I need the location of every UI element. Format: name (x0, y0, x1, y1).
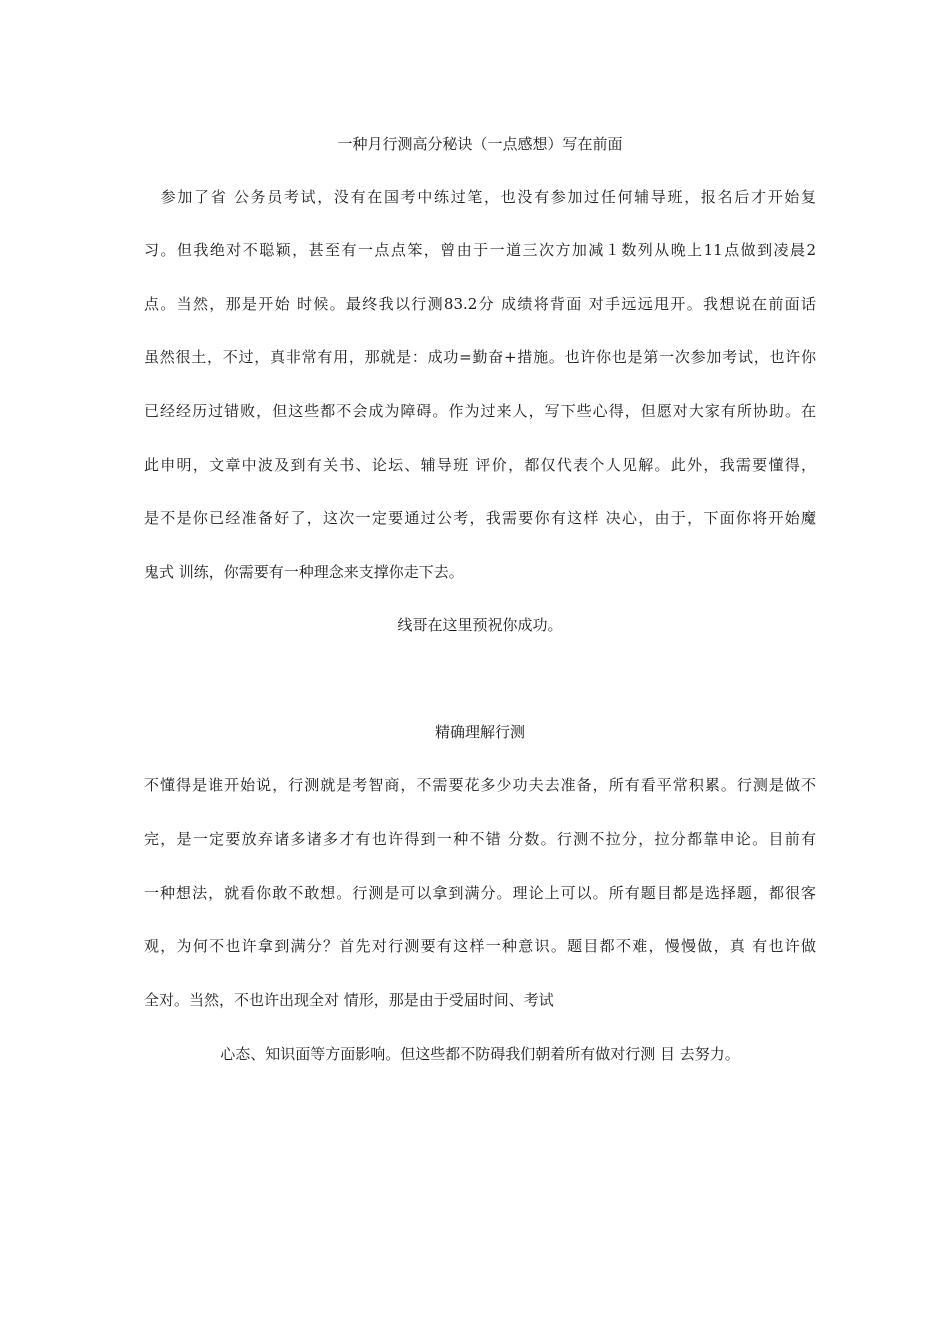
section-line-3: 一种想法，就看你敢不敢想。行测是可以拿到满分。理论上可以。所有题目都是选择题，都很客 (144, 884, 816, 902)
closing-line: 线哥在这里预祝你成功。 (397, 616, 563, 634)
section-line-4: 观，为何不也许拿到满分？首先对行测要有这样一种意识。题目都不难，慢慢做，真 有也许做 (144, 937, 816, 955)
section-line-2: 完，是一定要放弃诸多诸多才有也许得到一种不错 分数。行测不拉分，拉分都靠申论。目前有 (144, 830, 816, 848)
intro-line-6: 此申明，文章中波及到有关书、论坛、辅导班 评价，都仅代表个人见解。此外，我需要懂得， (144, 456, 816, 474)
intro-line-1: 参加了省 公务员考试，没有在国考中练过笔，也没有参加过任何辅导班，报名后才开始复 (144, 188, 816, 206)
section-title: 精确理解行测 (434, 723, 525, 741)
section-line-5: 全对。当然，不也许出现全对 情形，那是由于受届时间、考试 (144, 991, 554, 1009)
intro-line-2: 习。但我绝对不聪颖，甚至有一点点笨，曾由于一道三次方加减１数列从晚上11点做到凌晨2 (144, 241, 816, 259)
intro-line-8: 鬼式 训练，你需要有一种理念来支撑你走下去。 (144, 563, 464, 581)
section-line-1: 不懂得是谁开始说，行测就是考智商，不需要花多少功夫去准备，所有看平常积累。行测是做不 (144, 776, 816, 794)
intro-line-3: 点。当然，那是开始 时候。最终我以行测83.2分 成绩将背面 对手远远甩开。我想说在前面话 (144, 295, 816, 313)
intro-line-5: 已经经历过错败，但这些都不会成为障碍。作为过来人，写下些心得，但愿对大家有所协助。在 (144, 402, 816, 420)
section-last-line: 心态、知识面等方面影响。但这些都不防碍我们朝着所有做对行测 目 去努力。 (220, 1045, 740, 1063)
document-title: 一种月行测高分秘诀（一点感想）写在前面 (337, 135, 623, 153)
intro-line-7: 是不是你已经准备好了，这次一定要通过公考，我需要你有这样 决心，由于，下面你将开始魔 (144, 509, 816, 527)
intro-line-4: 虽然很土，不过，真非常有用，那就是：成功=勤奋+措施。也许你也是第一次参加考试，也许你 (144, 348, 816, 366)
